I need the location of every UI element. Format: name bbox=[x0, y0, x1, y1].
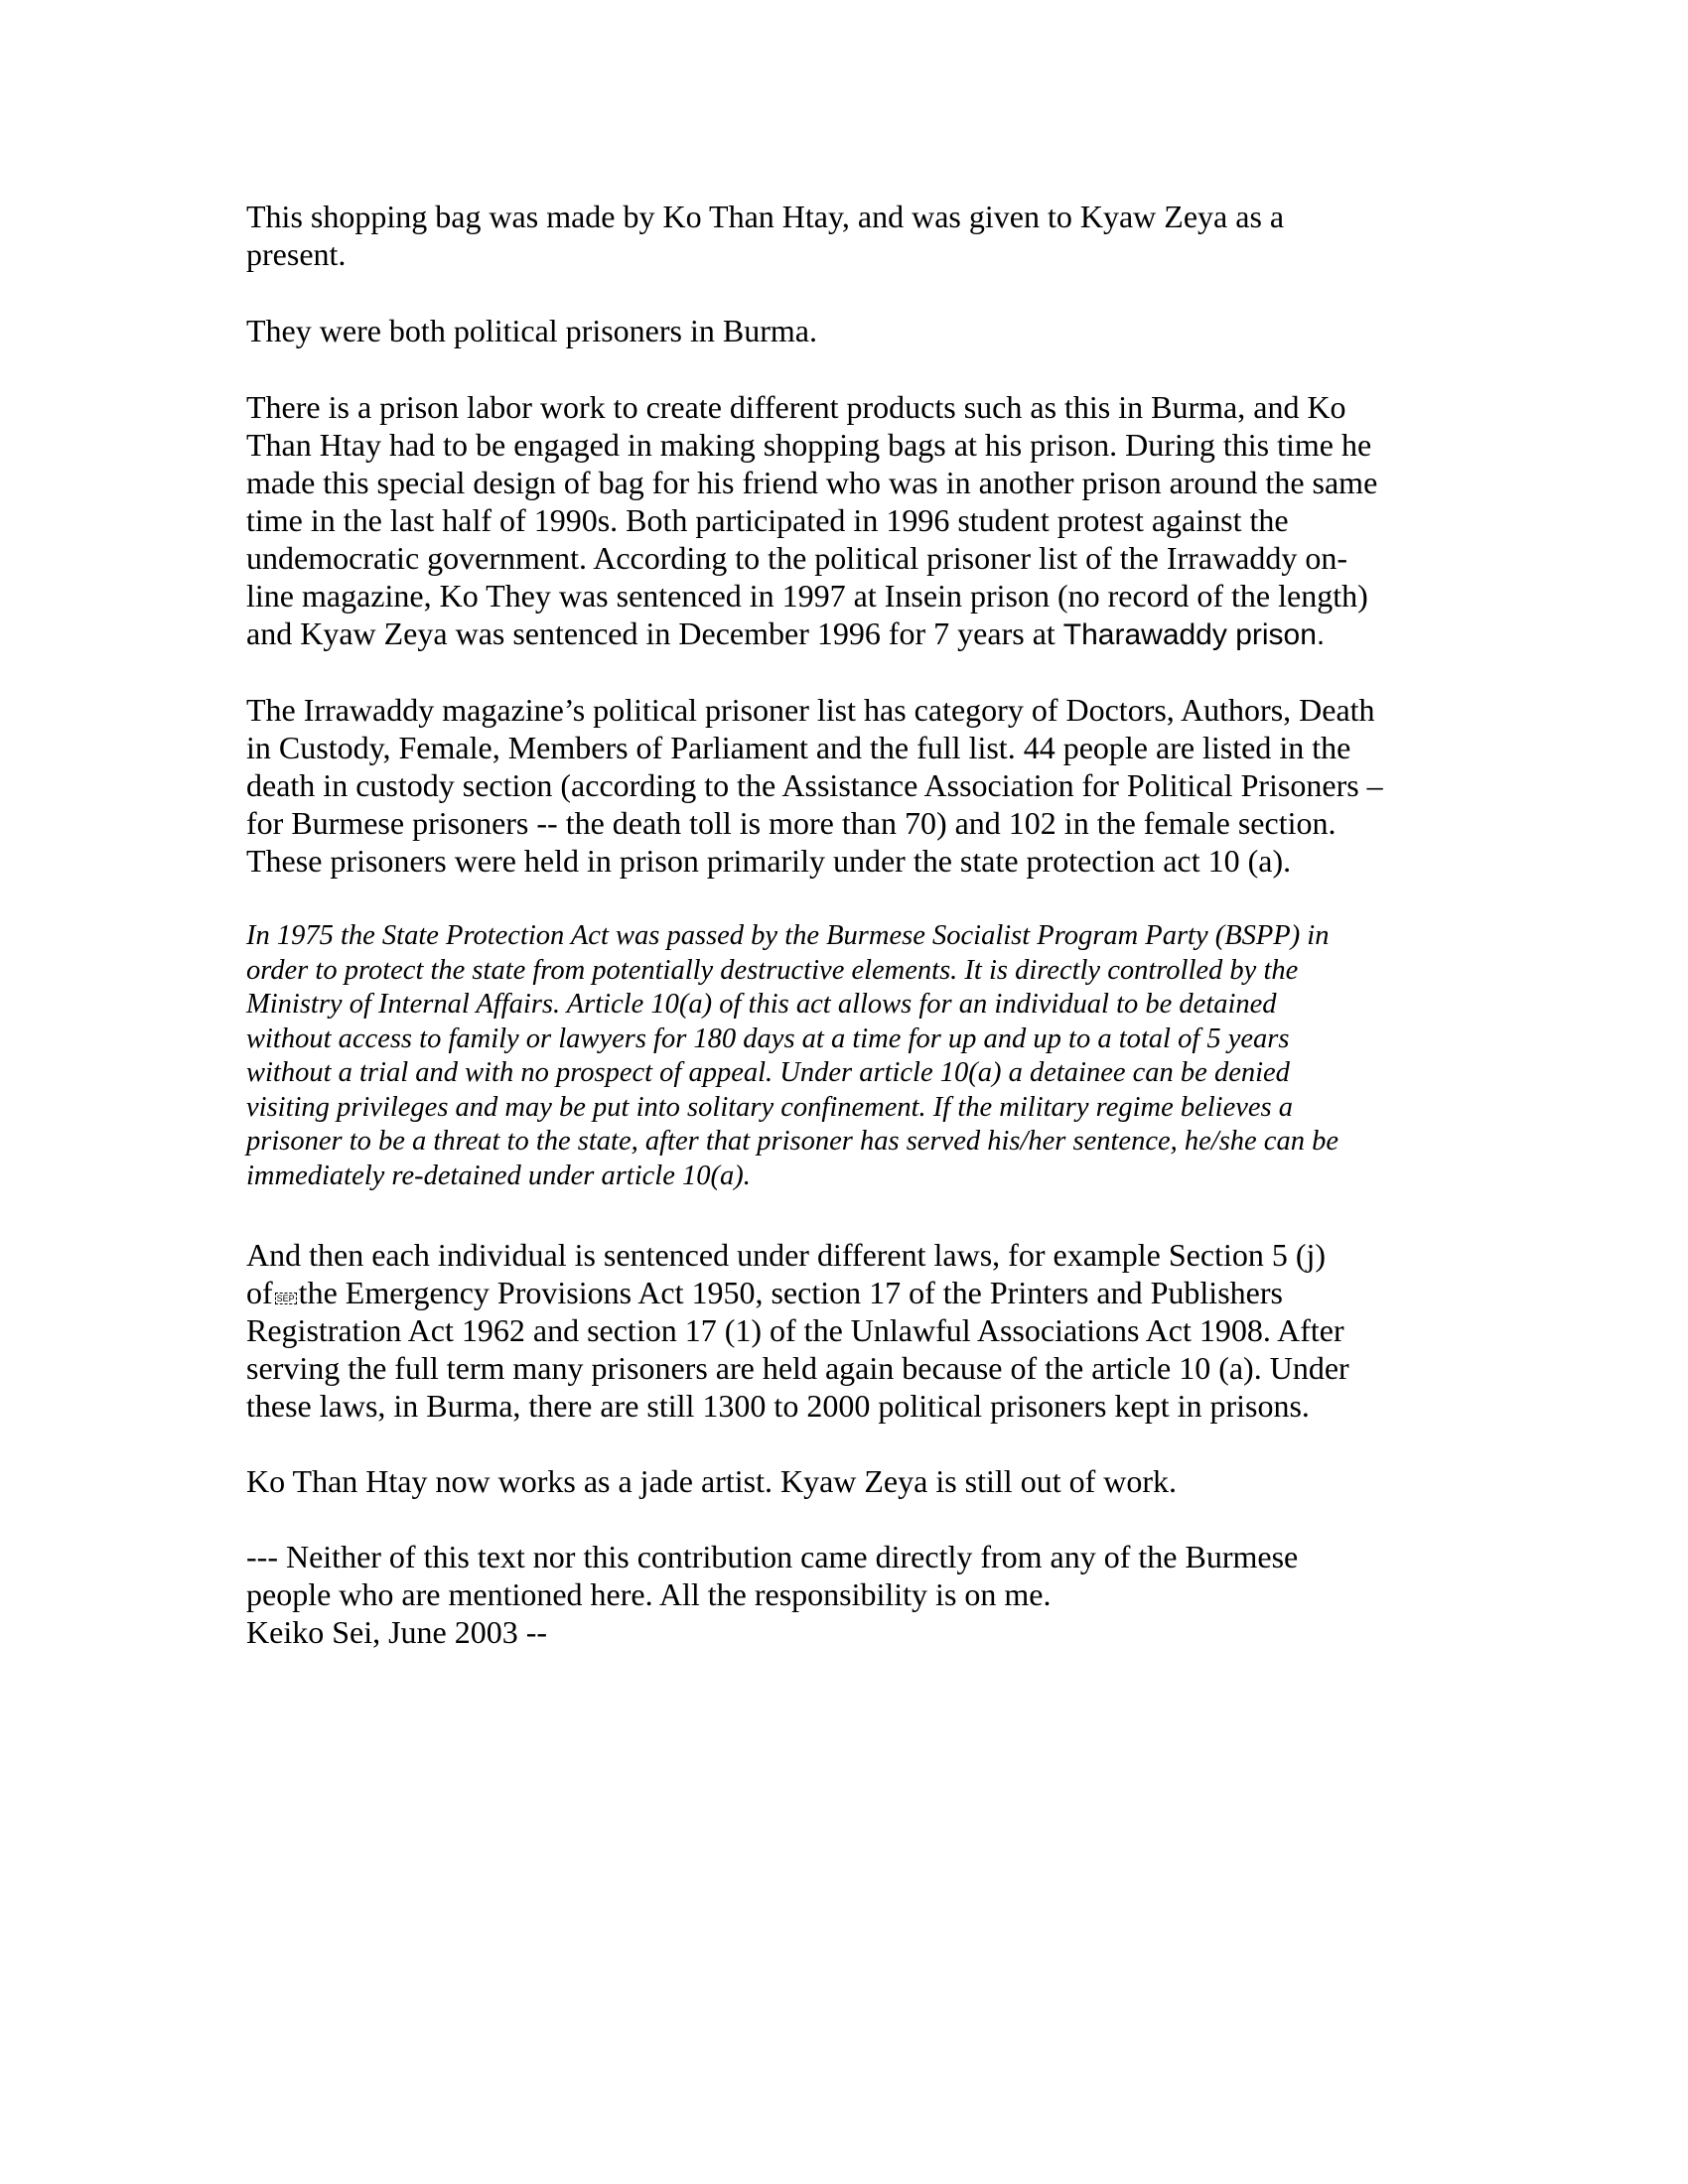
text-line: made this special design of bag for his friend who was in another prison around the same bbox=[246, 465, 1378, 500]
text-line: these laws, in Burma, there are still 1300 to 2000 political prisoners kept in prisons. bbox=[246, 1388, 1310, 1424]
text-line: without a trial and with no prospect of appeal. Under article 10(a) a detainee can be denied bbox=[246, 1057, 1290, 1088]
text-line: undemocratic government. According to the political prisoner list of the Irrawaddy on- bbox=[246, 540, 1347, 576]
text-line: immediately re-detained under article 10(a). bbox=[246, 1160, 751, 1191]
text-line: people who are mentioned here. All the responsibility is on me. bbox=[246, 1576, 1052, 1612]
text-line: The Irrawaddy magazine’s political prisoner list has category of Doctors, Authors, Death bbox=[246, 692, 1375, 728]
text-line: present. bbox=[246, 236, 347, 272]
paragraph-prison-labor bbox=[246, 388, 1438, 654]
text-line: order to protect the state from potentially destructive elements. It is directly controlled by the bbox=[246, 954, 1299, 986]
paragraph-current-status bbox=[246, 1462, 1438, 1500]
text-run: the Emergency Provisions Act 1950, section 17 of the Printers and Publishers bbox=[298, 1275, 1283, 1310]
text-run: of bbox=[246, 1275, 273, 1310]
paragraph-author-note bbox=[246, 1538, 1438, 1651]
text-line: for Burmese prisoners -- the death toll is more than 70) and 102 in the female section. bbox=[246, 805, 1336, 841]
text-line: death in custody section (according to the Assistance Association for Political Prisoners – bbox=[246, 767, 1383, 803]
text-run: and Kyaw Zeya was sentenced in December 1996 for 7 years at bbox=[246, 615, 1063, 651]
text-line: time in the last half of 1990s. Both participated in 1996 student protest against the bbox=[246, 502, 1289, 538]
text-line: serving the full term many prisoners are held again because of the article 10 (a). Under bbox=[246, 1350, 1349, 1386]
text-line: --- Neither of this text nor this contribution came directly from any of the Burmese bbox=[246, 1539, 1299, 1574]
text-line: Ministry of Internal Affairs. Article 10(a) of this act allows for an individual to be detained bbox=[246, 989, 1277, 1020]
paragraph-political-prisoners bbox=[246, 312, 1438, 349]
text-line: There is a prison labor work to create different products such as this in Burma, and Ko bbox=[246, 389, 1346, 425]
text-line: without access to family or lawyers for 180 days at a time for up and up to a total of 5 years bbox=[246, 1023, 1290, 1054]
paragraph-shopping-bag-origin bbox=[246, 198, 1438, 273]
prison-name-run: Tharawaddy prison. bbox=[1062, 618, 1326, 651]
text-line-with-separator bbox=[246, 1274, 1438, 1311]
quote-state-protection-act bbox=[246, 919, 1438, 1193]
signature-line: Keiko Sei, June 2003 -- bbox=[246, 1614, 548, 1650]
text-line: They were both political prisoners in Burma. bbox=[246, 313, 817, 348]
text-line: in Custody, Female, Members of Parliament and the full list. 44 people are listed in the bbox=[246, 730, 1351, 765]
text-line: This shopping bag was made by Ko Than Htay, and was given to Kyaw Zeya as a bbox=[246, 199, 1285, 234]
text-line: And then each individual is sentenced under different laws, for example Section 5 (j) bbox=[246, 1237, 1327, 1273]
text-line: line magazine, Ko They was sentenced in 1997 at Insein prison (no record of the length) bbox=[246, 578, 1368, 614]
paragraph-laws bbox=[246, 1236, 1438, 1425]
text-line: prisoner to be a threat to the state, after that prisoner has served his/her sentence, he/she can be bbox=[246, 1126, 1338, 1157]
text-line: visiting privileges and may be put into solitary confinement. If the military regime believes a bbox=[246, 1091, 1294, 1123]
text-line: These prisoners were held in prison primarily under the state protection act 10 (a). bbox=[246, 843, 1292, 879]
text-line: Than Htay had to be engaged in making shopping bags at his prison. During this time he bbox=[246, 427, 1372, 463]
text-line-with-sans-run bbox=[246, 614, 1438, 654]
paragraph-irrawaddy-list bbox=[246, 691, 1438, 880]
separator-glyph: SEP bbox=[276, 1294, 295, 1303]
text-line: Registration Act 1962 and section 17 (1) of the Unlawful Associations Act 1908. After bbox=[246, 1312, 1344, 1348]
text-line: In 1975 the State Protection Act was passed by the Burmese Socialist Program Party (BSPP) in bbox=[246, 920, 1330, 951]
text-line: Ko Than Htay now works as a jade artist. Kyaw Zeya is still out of work. bbox=[246, 1463, 1177, 1499]
